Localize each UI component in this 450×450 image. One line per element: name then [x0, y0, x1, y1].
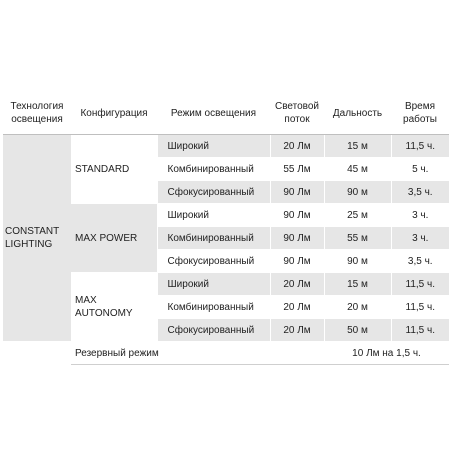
mode-cell: Широкий — [157, 135, 270, 158]
range-cell: 15 м — [324, 135, 391, 158]
header-configuration: Конфигурация — [71, 92, 157, 135]
runtime-cell: 11,5 ч. — [391, 319, 449, 342]
technology-cell: CONSTANT LIGHTING — [3, 135, 71, 342]
runtime-cell: 11,5 ч. — [391, 135, 449, 158]
range-cell: 20 м — [324, 296, 391, 319]
mode-cell: Сфокусированный — [157, 181, 270, 204]
mode-cell: Сфокусированный — [157, 319, 270, 342]
range-cell: 50 м — [324, 319, 391, 342]
mode-cell: Комбинированный — [157, 158, 270, 181]
runtime-cell: 3 ч. — [391, 227, 449, 250]
runtime-cell: 11,5 ч. — [391, 296, 449, 319]
flux-cell: 20 Лм — [270, 135, 324, 158]
reserve-row — [3, 342, 449, 365]
flux-cell: 20 Лм — [270, 296, 324, 319]
reserve-label: Резервный режим — [71, 342, 324, 365]
mode-cell: Комбинированный — [157, 296, 270, 319]
runtime-cell: 3 ч. — [391, 204, 449, 227]
lighting-spec-table — [3, 92, 449, 365]
header-technology: Технология освещения — [3, 92, 71, 135]
mode-cell: Широкий — [157, 204, 270, 227]
config-max-power: MAX POWER — [71, 204, 157, 273]
mode-cell: Широкий — [157, 273, 270, 296]
reserve-value: 10 Лм на 1,5 ч. — [324, 342, 449, 365]
flux-cell: 90 Лм — [270, 250, 324, 273]
header-flux: Световой поток — [270, 92, 324, 135]
range-cell: 45 м — [324, 158, 391, 181]
header-mode: Режим освещения — [157, 92, 270, 135]
range-cell: 90 м — [324, 250, 391, 273]
runtime-cell: 11,5 ч. — [391, 273, 449, 296]
table-row — [3, 135, 449, 158]
runtime-cell: 3,5 ч. — [391, 250, 449, 273]
header-runtime: Время работы — [391, 92, 449, 135]
runtime-cell: 5 ч. — [391, 158, 449, 181]
header-row — [3, 92, 449, 135]
range-cell: 55 м — [324, 227, 391, 250]
range-cell: 15 м — [324, 273, 391, 296]
flux-cell: 90 Лм — [270, 227, 324, 250]
flux-cell: 20 Лм — [270, 319, 324, 342]
flux-cell: 55 Лм — [270, 158, 324, 181]
config-max-autonomy: MAX AUTONOMY — [71, 273, 157, 342]
range-cell: 25 м — [324, 204, 391, 227]
reserve-empty-cell — [3, 342, 71, 365]
header-range: Дальность — [324, 92, 391, 135]
mode-cell: Сфокусированный — [157, 250, 270, 273]
flux-cell: 90 Лм — [270, 181, 324, 204]
runtime-cell: 3,5 ч. — [391, 181, 449, 204]
config-standard: STANDARD — [71, 135, 157, 204]
flux-cell: 20 Лм — [270, 273, 324, 296]
mode-cell: Комбинированный — [157, 227, 270, 250]
range-cell: 90 м — [324, 181, 391, 204]
flux-cell: 90 Лм — [270, 204, 324, 227]
